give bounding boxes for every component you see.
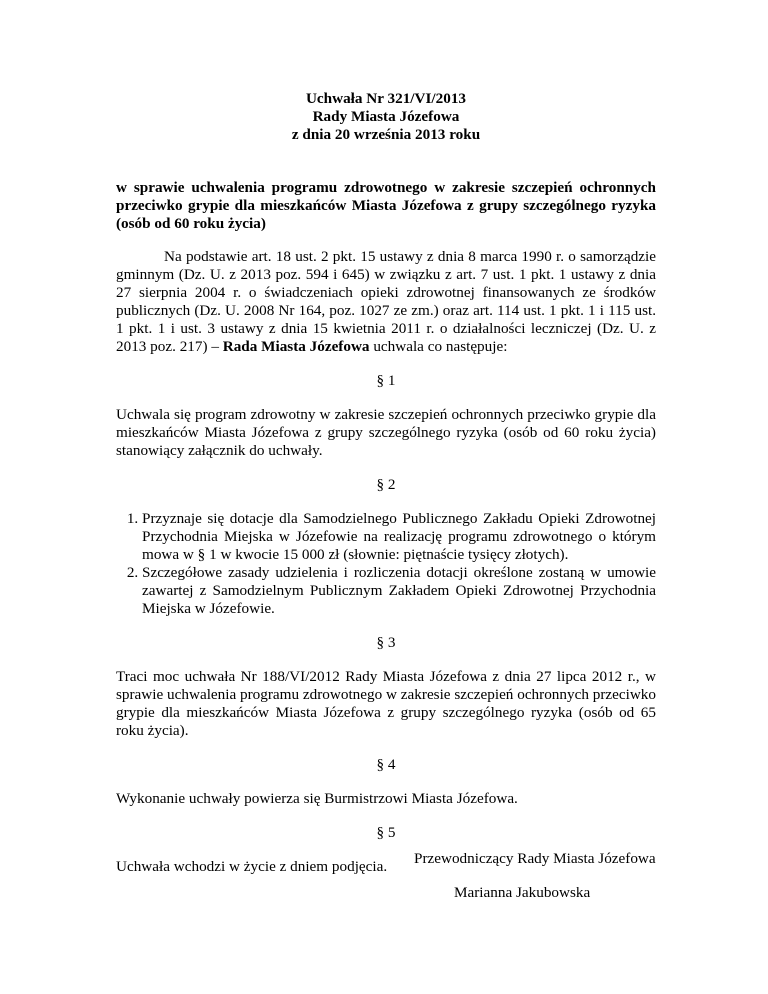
legal-basis-tail: uchwala co następuje:	[369, 338, 508, 355]
legal-basis-paragraph	[116, 248, 656, 356]
signature-name: Marianna Jakubowska	[454, 884, 591, 901]
signature-block	[414, 850, 684, 902]
section-1-text: Uchwala się program zdrowotny w zakresie szczepień ochronnych przeciwko grypie dla mieszkańców Miasta Józefowa z grupy szczególnego ryzyka (osób od 60 roku życia) stanowiący załącznik do uchwały.	[116, 406, 656, 459]
section-3-mark: § 3	[376, 634, 396, 651]
section-2-item-1: 1. Przyznaje się dotacje dla Samodzielnego Publicznego Zakładu Opieki Zdrowotnej Przychodnia Miejska w Józefowie na realizację programu zdrowotnego o którym mowa w § 1 w kwocie 15 000 zł (słownie: piętnaście tysięcy złotych).	[142, 510, 656, 564]
section-4-mark: § 4	[376, 756, 396, 773]
section-2-list	[116, 510, 656, 618]
document-body	[116, 90, 656, 876]
section-2-mark: § 2	[376, 476, 396, 493]
signature-title: Przewodniczący Rady Miasta Józefowa	[414, 850, 656, 867]
legal-basis-text: Na podstawie art. 18 ust. 2 pkt. 15 ustawy z dnia 8 marca 1990 r. o samorządzie gminnym (Dz. U. z 2013 poz. 594 i 645) w związku z art. 7 ust. 1 pkt. 1 ustawy z dnia 27 sierpnia 2004 r. o świadczeniach opieki zdrowotnej finansowanych ze środków publicznych (Dz. U. 2008 Nr 164, poz. 1027 ze zm.) oraz art. 114 ust. 1 pkt. 1 i 115 ust. 1 pkt. 1 i ust. 3 ustawy z dnia 15 kwietnia 2011 r. o działalności leczniczej (Dz. U. z 2013 poz. 217) –	[116, 248, 656, 355]
resolution-number: Uchwała Nr 321/VI/2013	[305, 90, 467, 107]
section-5-text: Uchwała wchodzi w życie z dniem podjęcia.	[116, 858, 388, 875]
section-3-text: Traci moc uchwała Nr 188/VI/2012 Rady Miasta Józefowa z dnia 27 lipca 2012 r., w sprawie uchwalenia programu zdrowotnego w zakresie szczepień ochronnych przeciwko grypie dla mieszkańców Miasta Józefowa z grupy szczególnego ryzyka (osób od 65 roku życia).	[116, 668, 656, 739]
section-2-item-2: 2. Szczegółowe zasady udzielenia i rozliczenia dotacji określone zostaną w umowie zawartej z Samodzielnym Publicznym Zakładem Opieki Zdrowotnej Przychodnia Miejska w Józefowie.	[142, 564, 656, 618]
council-bold-name: Rada Miasta Józefowa	[222, 338, 370, 355]
council-name: Rady Miasta Józefowa	[312, 108, 460, 125]
resolution-subject: w sprawie uchwalenia programu zdrowotnego w zakresie szczepień ochronnych przeciwko grypie dla mieszkańców Miasta Józefowa z grupy szczególnego ryzyka (osób od 60 roku życia)	[116, 179, 656, 232]
resolution-header	[116, 90, 656, 144]
section-4-text: Wykonanie uchwały powierza się Burmistrzowi Miasta Józefowa.	[116, 790, 518, 807]
resolution-date: z dnia 20 września 2013 roku	[291, 126, 481, 143]
section-1-mark: § 1	[376, 372, 396, 389]
section-5-mark: § 5	[376, 824, 396, 841]
